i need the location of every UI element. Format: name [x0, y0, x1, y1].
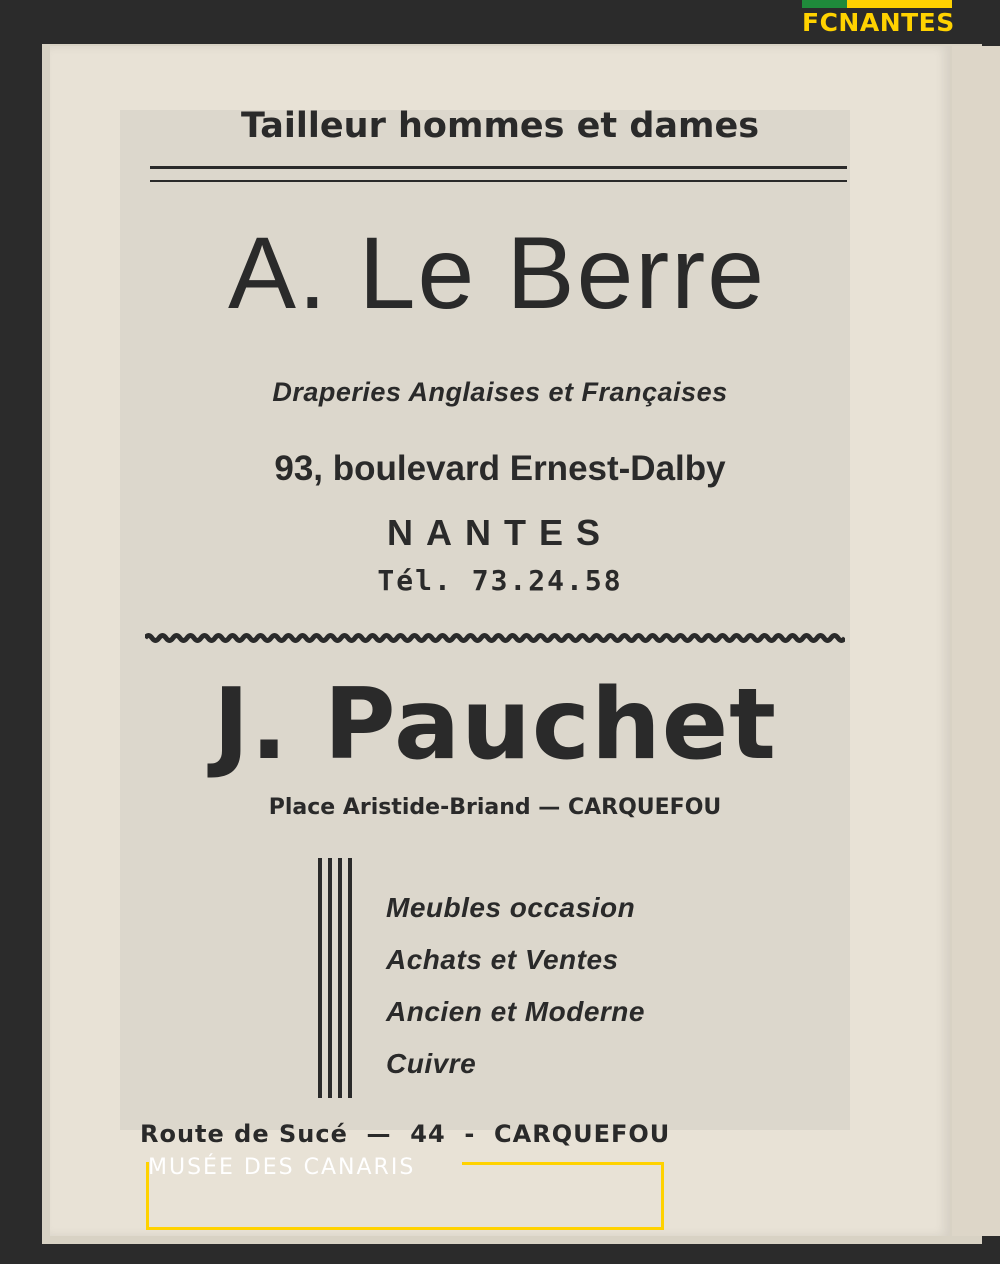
wavy-divider: [145, 630, 845, 646]
brand-name: FCNANTES: [802, 8, 955, 37]
tailor-city: NANTES: [386, 512, 613, 553]
service-item: Ancien et Moderne: [386, 996, 645, 1027]
ad-heading: Tailleur hommes et dames: [240, 106, 760, 146]
museum-frame-top: [462, 1162, 664, 1165]
service-item: Cuivre: [386, 1048, 477, 1079]
decorative-vertical-bars: [318, 858, 352, 1098]
brand-color-bar: [802, 0, 952, 8]
service-item: Meubles occasion: [386, 892, 636, 923]
tailor-subtitle: Draperies Anglaises et Françaises: [272, 377, 728, 407]
museum-label: MUSÉE DES CANARIS: [148, 1155, 416, 1180]
heading-rule-bottom: [150, 180, 847, 182]
heading-rule-top: [150, 166, 847, 169]
dealer-address: Place Aristide-Briand — CARQUEFOU: [268, 795, 722, 820]
service-item: Achats et Ventes: [386, 944, 619, 975]
furniture-dealer-name: J. Pauchet: [212, 668, 778, 782]
tailor-name: A. Le Berre: [228, 216, 766, 330]
tailor-phone: Tél. 73.24.58: [377, 564, 623, 597]
services-list: [386, 888, 806, 1096]
facing-page: [952, 46, 1000, 1236]
tailor-address: 93, boulevard Ernest-Dalby: [274, 449, 726, 488]
dealer-route-address: Route de Sucé — 44 - CARQUEFOU: [140, 1120, 671, 1148]
brand-logo: [802, 0, 955, 38]
